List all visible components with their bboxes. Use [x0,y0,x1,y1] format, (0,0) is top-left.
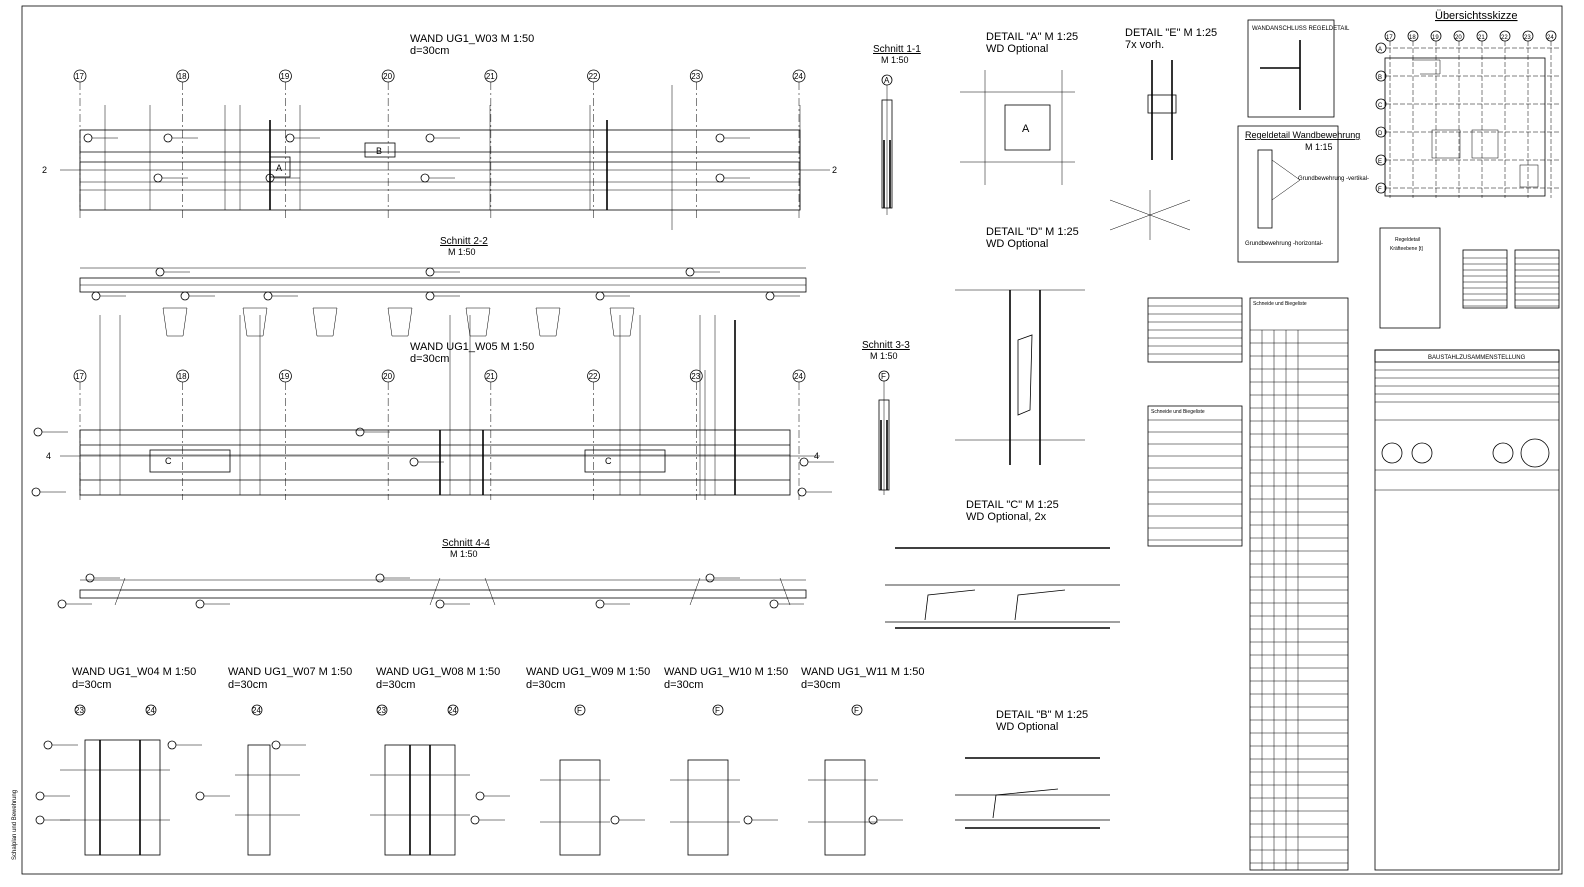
axis-label: 17 [75,372,84,381]
overview-axis-label: 22 [1501,35,1508,41]
s33-scale: M 1:50 [870,351,898,361]
axis-label: 18 [177,72,187,81]
detail-b-note: WD Optional [996,721,1059,733]
s22-tags [92,268,800,300]
axis-label: 19 [280,372,290,381]
schedule2-title: Schneide und Biegeliste [1253,301,1307,307]
axis-label: 24 [794,372,803,381]
regeldetail-h: Grundbewehrung -horizontal- [1245,241,1324,247]
overview-axis-label: 21 [1478,35,1485,41]
detail-d-title: DETAIL "D" M 1:25 [986,226,1079,238]
section-2-2 [80,236,806,300]
detail-c-note: WD Optional, 2x [966,511,1047,523]
w11-axis: F [854,706,859,715]
detail-a-title: DETAIL "A" M 1:25 [986,31,1079,43]
wall-elevation-w05 [32,308,834,500]
w03-title: WAND UG1_W03 M 1:50 [410,33,535,45]
section-3-3 [862,340,910,495]
w05-mark-c2: C [605,456,612,466]
w09-axis: F [577,706,582,715]
side-note: Schalplan und Bewehrung [12,789,18,860]
w04-axis-b: 24 [146,706,155,715]
overview-axis-label: 20 [1455,35,1462,41]
regeldetail-title: Regeldetail Wandbewehrung [1245,130,1361,140]
overview-row-label: F [1378,187,1382,193]
regelanker-title: Regeldetail [1395,237,1421,243]
detail-b-title: DETAIL "B" M 1:25 [996,709,1089,721]
schedule-tables [1148,228,1559,870]
w04-thick: d=30cm [72,679,112,691]
w11-thick: d=30cm [801,679,841,691]
small-walls-row [36,666,924,855]
axis-label: 22 [588,72,598,81]
w08-title: WAND UG1_W08 M 1:50 [376,666,501,678]
detail-c-title: DETAIL "C" M 1:25 [966,499,1059,511]
wandanschluss-box [1248,20,1350,117]
axis-label: 21 [485,372,495,381]
s33-axis: F [881,372,886,381]
small-wall-tags [36,741,903,824]
overview-sketch [1376,10,1560,198]
schedule1-title: Schneide und Biegeliste [1151,409,1205,415]
overview-title: Übersichtsskizze [1435,10,1518,22]
detail-d [955,226,1085,465]
detail-a-mark: A [1022,123,1030,135]
section-1-1 [873,44,921,215]
axis-label: 23 [691,72,701,81]
svg-text:4: 4 [46,451,52,461]
overview-axis-label: 18 [1409,35,1416,41]
w03-axis-row [74,70,805,220]
w05-title: WAND UG1_W05 M 1:50 [410,341,535,353]
w08-axis-a: 23 [377,706,386,715]
svg-text:2: 2 [832,165,838,175]
w08-thick: d=30cm [376,679,416,691]
svg-text:4: 4 [814,451,820,461]
axis-label: 18 [177,372,187,381]
w05-mark-c1: C [165,456,172,466]
wandanschluss-title: WANDANSCHLUSS REGELDETAIL [1252,26,1350,32]
section-4-4 [58,538,806,608]
axis-label: 20 [383,72,393,81]
detail-d-note: WD Optional [986,238,1049,250]
overview-axis-label: 24 [1547,35,1554,41]
w09-title: WAND UG1_W09 M 1:50 [526,666,651,678]
regeldetail-v: Grundbewehrung -vertikal- [1298,176,1370,182]
w08-axis-b: 24 [448,706,457,715]
axis-label: 20 [383,372,393,381]
overview-row-label: E [1378,159,1383,165]
w10-axis: F [715,706,720,715]
w03-mark-b: B [376,146,383,156]
w10-title: WAND UG1_W10 M 1:50 [664,666,789,678]
w04-title: WAND UG1_W04 M 1:50 [72,666,197,678]
s33-title: Schnitt 3-3 [862,340,910,351]
regelanker-sub: Kräfteebene [t] [1390,246,1423,252]
detail-e-note: 7x vorh. [1125,39,1165,51]
s11-axis: A [884,76,890,85]
s44-scale: M 1:50 [450,549,478,559]
w04-axis-a: 23 [75,706,84,715]
overview-axis-label: 19 [1432,35,1439,41]
overview-row-label: B [1378,75,1383,81]
wall-elevation-w03 [42,33,837,230]
overview-axis-label: 17 [1386,35,1393,41]
stahl-title: BAUSTAHLZUSAMMENSTELLUNG [1428,355,1526,361]
detail-a [960,31,1078,185]
w09-thick: d=30cm [526,679,566,691]
axis-label: 19 [280,72,290,81]
s11-title: Schnitt 1-1 [873,44,921,55]
w07-axis: 24 [252,706,261,715]
overview-axis-label: 23 [1524,35,1531,41]
axis-label: 22 [588,372,598,381]
detail-b [955,709,1110,828]
overview-row-label: A [1378,47,1383,53]
detail-e-title: DETAIL "E" M 1:25 [1125,27,1218,39]
svg-text:2: 2 [42,165,48,175]
s22-scale: M 1:50 [448,247,476,257]
axis-label: 17 [75,72,84,81]
w10-thick: d=30cm [664,679,704,691]
detail-e [1110,27,1217,240]
w03-bars [84,105,800,210]
w07-title: WAND UG1_W07 M 1:50 [228,666,353,678]
overview-axes [1376,31,1560,198]
axis-label: 23 [691,372,701,381]
w11-title: WAND UG1_W11 M 1:50 [801,666,925,678]
w05-openings [163,308,634,336]
detail-a-note: WD Optional [986,43,1049,55]
regeldetail-box [1238,126,1369,262]
w03-mark-a: A [276,163,283,173]
axis-label: 21 [485,72,495,81]
w07-thick: d=30cm [228,679,268,691]
detail-c [885,499,1120,628]
w03-thickness: d=30cm [410,45,450,57]
s44-title: Schnitt 4-4 [442,538,490,549]
axis-label: 24 [794,72,803,81]
s22-title: Schnitt 2-2 [440,236,488,247]
regeldetail-scale: M 1:15 [1305,142,1333,152]
overview-row-label: D [1378,131,1383,137]
s11-scale: M 1:50 [881,55,909,65]
w05-thickness: d=30cm [410,353,450,365]
overview-row-label: C [1378,103,1383,109]
